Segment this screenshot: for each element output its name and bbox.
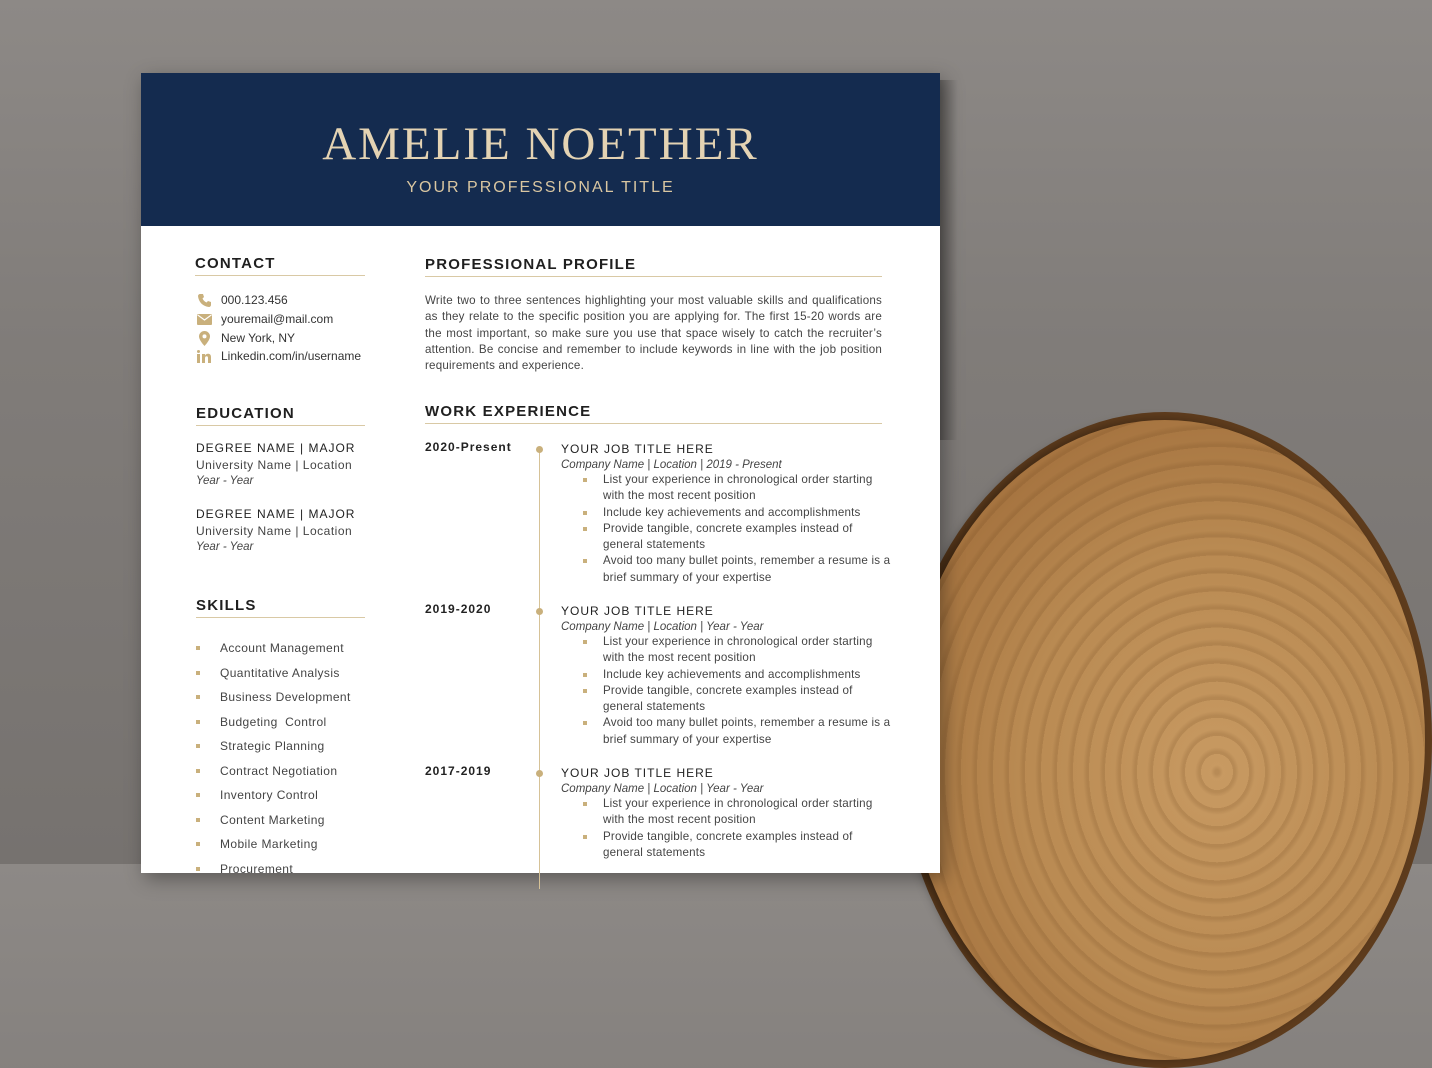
candidate-name: AMELIE NOETHER — [322, 118, 759, 170]
list-item: Provide tangible, concrete examples instead of general statements — [561, 521, 891, 554]
bullet-icon — [196, 695, 200, 699]
professional-title: YOUR PROFESSIONAL TITLE — [406, 179, 675, 196]
university-name: University Name | Location — [196, 524, 353, 538]
contact-heading: CONTACT — [195, 255, 365, 276]
bullet-icon — [196, 646, 200, 650]
list-item: Provide tangible, concrete examples instead of general statements — [561, 829, 891, 862]
education-heading: EDUCATION — [196, 405, 365, 426]
bullet-icon — [196, 720, 200, 724]
profile-heading: PROFESSIONAL PROFILE — [425, 256, 882, 277]
skill-item: Strategic Planning — [196, 734, 351, 759]
bullet-icon — [583, 673, 587, 677]
timeline-dot — [536, 770, 543, 777]
bullet-icon — [583, 527, 587, 531]
job-title: YOUR JOB TITLE HERE — [561, 604, 714, 618]
skill-item: Inventory Control — [196, 783, 351, 808]
skill-item: Budgeting Control — [196, 710, 351, 735]
skill-item: Procurement — [196, 857, 351, 882]
bullet-icon — [196, 867, 200, 871]
bullet-icon — [196, 818, 200, 822]
email-address: youremail@mail.com — [221, 312, 334, 326]
linkedin-icon — [195, 348, 213, 364]
list-item: List your experience in chronological order starting with the most recent position — [561, 472, 891, 505]
job-entry — [561, 766, 891, 861]
job-title: YOUR JOB TITLE HERE — [561, 442, 714, 456]
skill-item: Quantitative Analysis — [196, 661, 351, 686]
education-entry — [196, 441, 371, 487]
skills-list — [196, 636, 351, 881]
list-item: Avoid too many bullet points, remember a resume is a brief summary of your expertise — [561, 715, 891, 748]
location-pin-icon — [195, 330, 213, 346]
skill-item: Contract Negotiation — [196, 759, 351, 784]
bullet-icon — [583, 802, 587, 806]
degree-name: DEGREE NAME | MAJOR — [196, 441, 356, 455]
skill-item: Business Development — [196, 685, 351, 710]
work-experience-heading: WORK EXPERIENCE — [425, 403, 882, 424]
bullet-icon — [196, 842, 200, 846]
resume-page — [141, 73, 940, 876]
job-date: 2020-Present — [425, 440, 512, 454]
bullet-icon — [196, 671, 200, 675]
university-name: University Name | Location — [196, 458, 353, 472]
wood-slice — [905, 420, 1425, 1060]
bullet-icon — [583, 640, 587, 644]
timeline-line — [539, 449, 540, 889]
list-item: List your experience in chronological order starting with the most recent position — [561, 634, 891, 667]
timeline-dot — [536, 608, 543, 615]
list-item: Avoid too many bullet points, remember a resume is a brief summary of your expertise — [561, 553, 891, 586]
education-entry — [196, 507, 371, 553]
bullet-icon — [196, 793, 200, 797]
bullet-icon — [196, 744, 200, 748]
timeline-dot — [536, 446, 543, 453]
degree-name: DEGREE NAME | MAJOR — [196, 507, 356, 521]
list-item: Include key achievements and accomplishments — [561, 505, 891, 521]
bullet-icon — [196, 769, 200, 773]
contact-location — [195, 330, 295, 346]
email-icon — [195, 311, 213, 327]
job-bullets — [561, 634, 891, 748]
phone-icon — [195, 292, 213, 308]
bullet-icon — [583, 511, 587, 515]
job-date: 2017-2019 — [425, 764, 492, 778]
company-line: Company Name | Location | Year - Year — [561, 783, 764, 795]
contact-email — [195, 311, 333, 327]
resume-header — [141, 73, 940, 226]
linkedin-url: Linkedin.com/in/username — [221, 349, 362, 363]
bullet-icon — [583, 559, 587, 563]
skill-item: Account Management — [196, 636, 351, 661]
contact-linkedin — [195, 348, 361, 364]
bullet-icon — [583, 835, 587, 839]
skills-heading: SKILLS — [196, 597, 365, 618]
list-item: List your experience in chronological order starting with the most recent position — [561, 796, 891, 829]
education-years: Year - Year — [196, 475, 254, 487]
phone-number: 000.123.456 — [221, 293, 288, 307]
job-bullets — [561, 796, 891, 861]
job-entry — [561, 442, 891, 586]
profile-summary: Write two to three sentences highlighting your most valuable skills and qualifications as they relate to the specific position you are applying for. The first 15-20 words are the most important, so make sure you use that space wisely to catch the recruiter’s attention. Be concise and remember to include keywords in line with the job position requirements and experience. — [425, 294, 882, 373]
skill-item: Mobile Marketing — [196, 832, 351, 857]
contact-phone — [195, 292, 288, 308]
skill-item: Content Marketing — [196, 808, 351, 833]
education-years: Year - Year — [196, 541, 254, 553]
paper-shadow — [938, 80, 958, 440]
bullet-icon — [583, 721, 587, 725]
job-date: 2019-2020 — [425, 602, 492, 616]
company-line: Company Name | Location | Year - Year — [561, 621, 764, 633]
job-entry — [561, 604, 891, 748]
list-item: Include key achievements and accomplishments — [561, 667, 891, 683]
bullet-icon — [583, 478, 587, 482]
bullet-icon — [583, 689, 587, 693]
list-item: Provide tangible, concrete examples instead of general statements — [561, 683, 891, 716]
company-line: Company Name | Location | 2019 - Present — [561, 459, 782, 471]
job-bullets — [561, 472, 891, 586]
job-title: YOUR JOB TITLE HERE — [561, 766, 714, 780]
location-text: New York, NY — [221, 331, 296, 345]
